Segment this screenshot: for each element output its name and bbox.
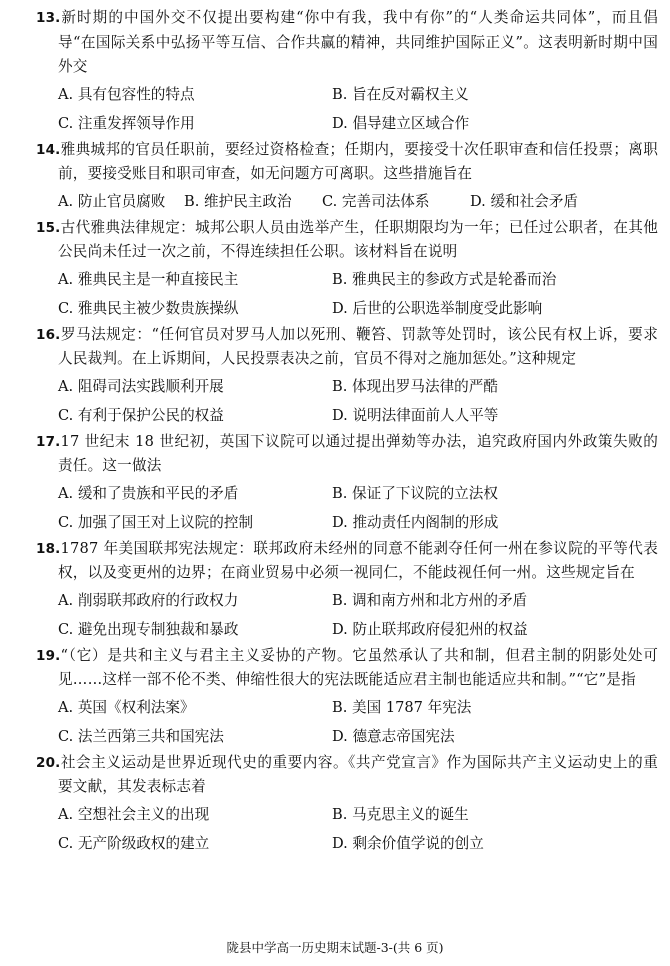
- option-c[interactable]: C. 注重发挥领导作用: [58, 114, 195, 132]
- question-stem: [36, 6, 658, 80]
- option-c[interactable]: C. 法兰西第三共和国宪法: [58, 727, 224, 745]
- option-b[interactable]: B. 调和南方州和北方州的矛盾: [332, 591, 528, 609]
- question-number: 17.: [36, 433, 61, 450]
- question-text: 古代雅典法律规定：城邦公职人员由选举产生，任职期限均为一年；已任过公职者，在其他公民尚未任过一次之前，不得连续担任公职。该材料旨在说明: [58, 218, 658, 260]
- question-17: [36, 430, 658, 537]
- option-d[interactable]: D. 剩余价值学说的创立: [332, 834, 484, 852]
- question-number: 16.: [36, 326, 61, 343]
- option-group: [36, 187, 658, 216]
- option-group: [36, 372, 658, 430]
- question-stem: [36, 537, 658, 586]
- option-group: [36, 80, 658, 138]
- option-d[interactable]: D. 推动责任内阁制的形成: [332, 513, 499, 531]
- option-c[interactable]: C. 雅典民主被少数贵族操纵: [58, 299, 239, 317]
- option-group: [36, 265, 658, 323]
- question-text: 罗马法规定：“任何官员对罗马人加以死刑、鞭笞、罚款等处罚时，该公民有权上诉，要求人民裁判。在上诉期间，人民投票表决之前，官员不得对之施加惩处。”这种规定: [58, 325, 658, 367]
- option-c[interactable]: C. 无产阶级政权的建立: [58, 834, 210, 852]
- question-14: [36, 138, 658, 216]
- option-c[interactable]: C. 有利于保护公民的权益: [58, 406, 224, 424]
- option-c[interactable]: C. 避免出现专制独裁和暴政: [58, 620, 239, 638]
- option-d[interactable]: D. 防止联邦政府侵犯州的权益: [332, 620, 528, 638]
- question-number: 18.: [36, 540, 61, 557]
- question-19: [36, 644, 658, 751]
- question-16: [36, 323, 658, 430]
- option-a[interactable]: A. 削弱联邦政府的行政权力: [58, 591, 239, 609]
- question-stem: [36, 323, 658, 372]
- question-stem: [36, 216, 658, 265]
- option-b[interactable]: B. 保证了下议院的立法权: [332, 484, 498, 502]
- question-15: [36, 216, 658, 323]
- question-list: [36, 6, 658, 858]
- question-text: 雅典城邦的官员任职前，要经过资格检查；任期内，要接受十次任职审查和信任投票；离职前，要接受账目和职司审查，如无问题方可离职。这些措施旨在: [58, 140, 658, 182]
- question-number: 20.: [36, 754, 61, 771]
- question-number: 19.: [36, 647, 61, 664]
- question-number: 15.: [36, 219, 61, 236]
- option-b[interactable]: B. 体现出罗马法律的严酷: [332, 377, 498, 395]
- page-footer: 陇县中学高一历史期末试题-3-(共 6 页): [226, 940, 444, 955]
- option-group: [36, 800, 658, 858]
- option-a[interactable]: A. 具有包容性的特点: [58, 85, 195, 103]
- option-b[interactable]: B. 美国 1787 年宪法: [332, 698, 472, 716]
- option-a[interactable]: A. 阻碍司法实践顺利开展: [58, 377, 224, 395]
- option-a[interactable]: A. 防止官员腐败: [58, 192, 166, 210]
- option-a[interactable]: A. 空想社会主义的出现: [58, 805, 210, 823]
- question-stem: [36, 751, 658, 800]
- option-d[interactable]: D. 倡导建立区域合作: [332, 114, 470, 132]
- question-text: 17 世纪末 18 世纪初，英国下议院可以通过提出弹劾等办法，追究政府国内外政策失败的责任。这一做法: [58, 432, 658, 474]
- question-number: 13.: [36, 10, 61, 26]
- question-18: [36, 537, 658, 644]
- question-text: 1787 年美国联邦宪法规定：联邦政府未经州的同意不能剥夺任何一州在参议院的平等代表权，以及变更州的边界；在商业贸易中必须一视同仁，不能歧视任何一州。这些规定旨在: [58, 539, 658, 581]
- option-b[interactable]: B. 雅典民主的参政方式是轮番而治: [332, 270, 557, 288]
- option-group: [36, 693, 658, 751]
- option-group: [36, 479, 658, 537]
- option-b[interactable]: B. 维护民主政治: [184, 192, 292, 210]
- option-b[interactable]: B. 马克思主义的诞生: [332, 805, 469, 823]
- question-number: 14.: [36, 141, 61, 158]
- option-d[interactable]: D. 缓和社会矛盾: [470, 192, 579, 210]
- option-d[interactable]: D. 后世的公职选举制度受此影响: [332, 299, 543, 317]
- question-13: [36, 6, 658, 138]
- option-c[interactable]: C. 加强了国王对上议院的控制: [58, 513, 254, 531]
- question-20: [36, 751, 658, 858]
- question-text: 社会主义运动是世界近现代史的重要内容。《共产党宣言》作为国际共产主义运动史上的重要文献，其发表标志着: [58, 753, 658, 795]
- question-stem: [36, 138, 658, 187]
- option-b[interactable]: B. 旨在反对霸权主义: [332, 85, 469, 103]
- question-text: 新时期的中国外交不仅提出要构建“你中有我，我中有你”的“人类命运共同体”，而且倡导“在国际关系中弘扬平等互信、合作共赢的精神，共同维护国际正义”。这表明新时期中国外交: [58, 9, 658, 75]
- question-text: “（它）是共和主义与君主主义妥协的产物。它虽然承认了共和制，但君主制的阴影处处可见……这样一部不伦不类、伸缩性很大的宪法既能适应君主制也能适应共和制。”“它”是指: [58, 646, 658, 688]
- option-group: [36, 586, 658, 644]
- option-a[interactable]: A. 雅典民主是一种直接民主: [58, 270, 239, 288]
- option-d[interactable]: D. 德意志帝国宪法: [332, 727, 455, 745]
- option-a[interactable]: A. 缓和了贵族和平民的矛盾: [58, 484, 239, 502]
- option-c[interactable]: C. 完善司法体系: [322, 192, 430, 210]
- option-d[interactable]: D. 说明法律面前人人平等: [332, 406, 499, 424]
- question-stem: [36, 430, 658, 479]
- question-stem: [36, 644, 658, 693]
- option-a[interactable]: A. 英国《权利法案》: [58, 698, 195, 716]
